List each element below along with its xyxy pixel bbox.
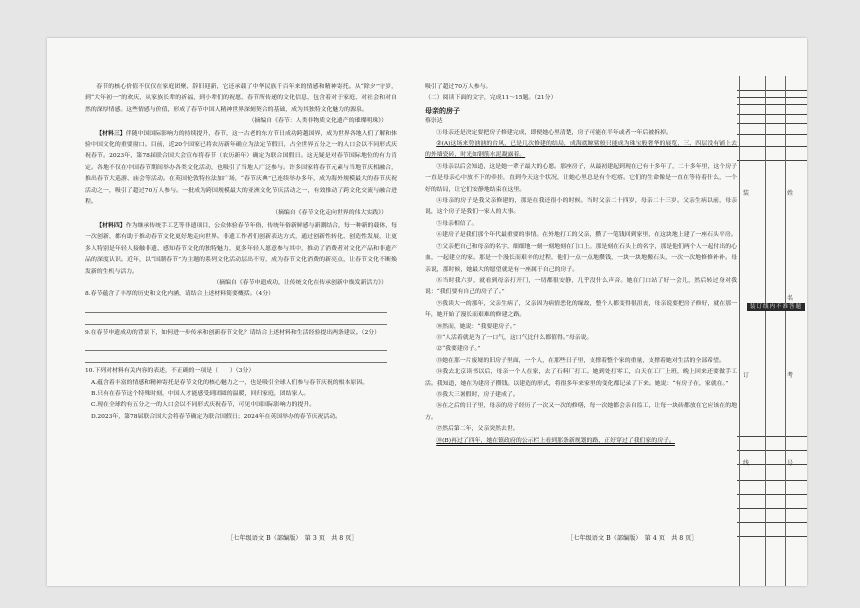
paragraph: ⑩然而，她说：“我要建房子。” <box>436 323 516 330</box>
material-4-text: 作为继承传统手工艺等非遗项目，公众体验春节年俗，传统年俗新鲜感与新潮结合，每一种新的载体，每一次创新，都有助于推动春节文化更好地走向世界。非遗工作者们创新表达方式，通过创新性转化、创造性发展，让更多人特别是年轻人接触非遗、感知春节文化的独特魅力，更多年轻人愿意参与其中，推动了消费者对文化产品和非遗产品的深度认识。近年，以“国潮春节”为主题的系列文化活动层出不穷，成为春节文化消费的新亮点，让春节文化不断焕发新的生机与活力。 <box>85 222 398 275</box>
option-d: D.2023年，第78届联合国大会将春节确定为联合国假日；2024年在英国举办的春节庆祝活动。 <box>91 413 342 420</box>
source-note: （摘编自《春节：人类非物质文化遗产的璀璨明珠》） <box>248 118 387 125</box>
article-author: 蔡崇达 <box>425 118 443 125</box>
binding-char: 考 <box>787 372 794 379</box>
material-4-label: 【材料四】 <box>96 221 126 229</box>
binding-line <box>737 160 807 161</box>
paragraph: ⑧当时我六岁，就看到母亲打开门，一切都很安静，几乎没什么声音。她在门口站了好一会儿，然后转过身对我说：“我们要有自己的房子了。” <box>425 277 737 296</box>
binding-line <box>737 536 807 537</box>
paragraph-underlined: ②(A)这场来势汹汹的台风，已是几次修建的结局，成海底鲸鲨般只能成为珠宝般奢华的展览，三、四层没有铺上去的外墙瓷砖，时光如钢筋水泥凝露着。 <box>425 141 737 159</box>
paragraph: ⑰然后第二年，父亲突然去世。 <box>436 426 519 433</box>
binding-notice: 装订线内不准答题 <box>747 303 805 311</box>
material-3 <box>85 128 397 209</box>
page-footer-right: ［七年级语文 B（部编版） 第 4 页 共 8 页］ <box>567 535 698 542</box>
material-4 <box>85 220 397 278</box>
option-b: B.只有在春节这个特殊时刻，中国人才能感受到团圆的温暖，回归家庭，团结家人。 <box>91 390 310 397</box>
exam-sheet <box>47 38 807 586</box>
binding-line <box>737 480 807 481</box>
paragraph: ⑤母亲相信了。 <box>436 220 478 227</box>
left-paragraph-1: 春节的核心价值不仅仅在家庭团聚、辞旧迎新，它还承载了中华民族千百年来的情感和精神寄托。从“除夕”守岁，到“大年初一”的欢庆，从家族长辈的祈福，到小辈们的祝愿，春节所传递的文化信息，包含着对于家庭、对社会和对自然的深厚情感。这些情感与价值，形成了春节中国人精神世界深刻契合的基础，成为其独特文化魅力的源泉。 <box>85 84 397 113</box>
binding-char: 线 <box>743 460 750 467</box>
question-10: 10.下列对材料有关内容的表述，不正确的一项是（ ）（3分） <box>85 368 255 375</box>
binding-line <box>737 90 807 91</box>
right-column <box>425 82 737 447</box>
paragraph: ⑨我读大一的那年，父亲生病了，父亲因为病情恶化的缘故，整个人都变得很沮丧，母亲说要把房子修好，就在那一年，她开始了漫长而艰难的修建之路。 <box>425 300 737 319</box>
paragraph: ⑭我去北京读书以后，母亲一个人在家，去了石料厂打工。她到处打零工，白天在工厂上班，晚上回来还要做手工活。我知道，她在为建房子攒钱。以建造的形式，将很多年来家里的变化都记录了下来。她说：“有房子在，家就在。” <box>425 369 737 387</box>
answer-line[interactable] <box>85 313 387 325</box>
paragraph: ①母亲还是决定要把房子修建完成，即便她心里清楚，房子可能在半年或者一年后被拆掉。 <box>436 129 672 136</box>
answer-line[interactable] <box>85 339 387 351</box>
material-3-text: 伴随中国国际影响力的持续提升，春节，这一古老的东方节日成功跨越国界，成为世界各地人们了解和体验中国文化的重要窗口。目前，近20个国家已将农历新年确立为法定节假日，占全世界五分之一的人口会以不同形式庆祝春节。2023年，第78届联合国大会宣布将春节（农历新年）确定为联合国假日。这无疑是对春节国际地位的有力肯定。各地不仅在中国春节期间举办各类文化活动，也吸引了当地人广泛参与。许多国家将春节元素与当地节庆相融合，推出春节大巡游、庙会等活动。在英国伦敦特拉法加广场，“春节庆典”已连续举办多年，成为海外规模最大的春节庆祝活动之一，吸引了超过70万人参与。一批成为跨国规模最大的亚洲文化节庆活动之一，有效推动了跨文化交流与融合进程。 <box>85 130 398 206</box>
option-a: A.蕴含着丰富的情感和精神寄托是春节文化的核心魅力之一，也是吸引全球人们参与春节庆祝的根本原因。 <box>91 379 369 386</box>
binding-line <box>737 450 807 451</box>
source-note: （摘编自《春节申遗成功，让传统文化在传承创新中焕发新活力》） <box>213 279 387 286</box>
section-heading: （二）阅读下面的文字，完成11～15题。（21分） <box>425 95 557 102</box>
paragraph: ⑮我大三暑假时，房子建成了。 <box>436 391 519 398</box>
binding-line <box>737 104 807 105</box>
paragraph: ④母亲的房子是我父亲修建的，那是在我还很小的时候。当时父亲二十四岁，母亲二十三岁。父亲生病以前，母亲说，这个房子是我们一家人的大事。 <box>425 198 737 216</box>
binding-line <box>737 123 807 124</box>
paragraph: ⑫“我要建房子。” <box>436 346 481 353</box>
binding-vline <box>739 76 740 586</box>
paragraph: ⑬她在那一片废墟的旧房子里面，一个人，在那些日子里，支撑着整个家的重量，支撑着她对生活的全部希望。 <box>436 357 725 364</box>
binding-line <box>737 508 807 509</box>
left-column <box>85 82 397 423</box>
article-title: 母亲的房子 <box>425 105 460 115</box>
binding-char: 装 <box>743 190 750 197</box>
binding-char: 名 <box>787 295 794 302</box>
binding-vline <box>765 76 766 586</box>
paragraph-underlined: ⑱(B)再过了四年，她在镇政府的公示栏上看到那条新规划的路，正好穿过了我们家的房子。 <box>436 437 675 444</box>
paragraph: ③母亲以后会知道，这是她一辈子最大的心愿。那座房子，从最初建起到现在已有十多年了，二十多年里，这个房子一直是母亲心中放不下的牵挂，直到今天这个状况，让她心里总是有个疙瘩。它们的生命像是一直在等待着什么，一个好的结局，让它们安静地结束在这里。 <box>425 163 737 193</box>
option-c: C.现在全球约有五分之一的人口会以不同形式庆祝春节，可见中国国际影响力的提升。 <box>91 402 316 409</box>
paragraph: ⑥建房子是我们那个年代最重要的事情。在外地打工的父亲，攒了一笔钱回到家里，在这块地上建了一座石头平房。 <box>436 232 737 239</box>
paragraph: ⑦父亲把自己和母亲的名字，细细地一刻一刻地刻在门口上。那是刻在石头上的名字，那是他们两个人一起付出的心血，一起建立的家。那是一个漫长而艰辛的过程，他们一点一点地攒钱，一块一块地搬石头，一次一次地修修补补。母亲说，那时候，她最大的愿望就是有一座属于自己的房子。 <box>425 243 737 273</box>
material-3-label: 【材料三】 <box>96 129 126 137</box>
binding-line <box>737 134 807 135</box>
binding-char: 号 <box>787 460 794 467</box>
binding-line <box>737 436 807 437</box>
page-footer-left: ［七年级语文 B（部编版） 第 3 页 共 8 页］ <box>227 535 358 542</box>
binding-line <box>737 97 807 98</box>
answer-line[interactable] <box>85 351 387 363</box>
question-8: 8.春节蕴含了丰厚的历史和文化内涵，请结合上述材料简要概括。（4分） <box>85 291 275 298</box>
paragraph: ⑪“人活着就是为了一口气，这口气比什么都值得。”母亲说。 <box>436 334 593 341</box>
answer-line[interactable] <box>85 301 387 313</box>
binding-line <box>737 114 807 115</box>
source-note: （摘编自《春节文化走向世界的伟大实践》） <box>272 210 387 217</box>
binding-char: 姓 <box>787 190 794 197</box>
binding-line <box>737 146 807 147</box>
continued-text: 吸引了超过70万人参与。 <box>425 84 492 90</box>
binding-char: 订 <box>743 372 750 379</box>
binding-vline <box>785 76 786 586</box>
paragraph: ⑯在之后的日子里，母亲的房子经历了一次又一次的修缮，每一次她都会亲自监工，让每一块砖都放在它应该在的地方。 <box>425 403 737 421</box>
binding-line <box>737 522 807 523</box>
binding-strip <box>737 76 807 586</box>
binding-line <box>737 494 807 495</box>
question-9: 9.在春节申遗成功的背景下，如何进一步传承和创新春节文化？请结合上述材料和生活经验提出两条建议。（2分） <box>85 329 381 336</box>
